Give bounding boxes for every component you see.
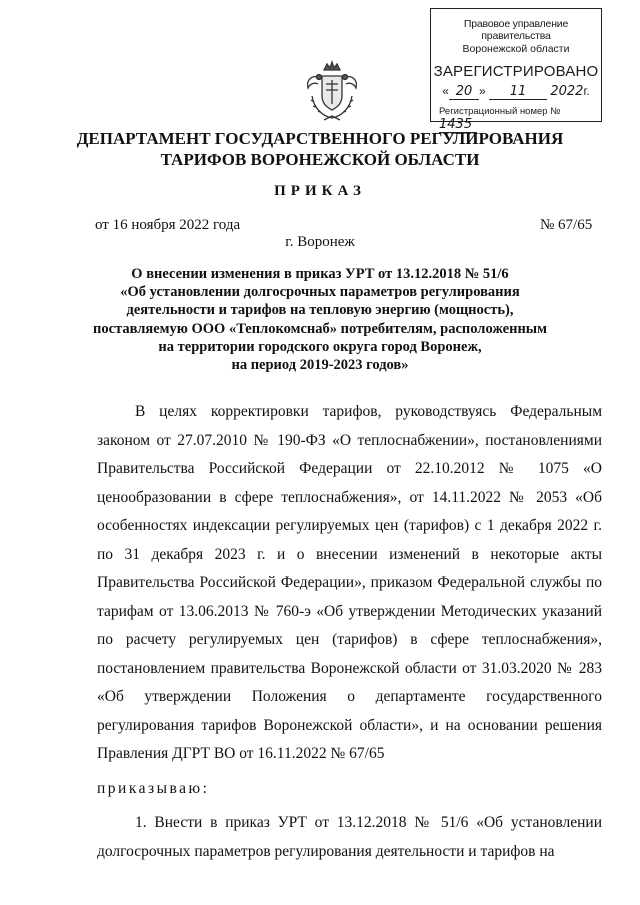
stamp-authority-line2: Воронежской области (462, 43, 570, 55)
order-date: от 16 ноября 2022 года (95, 217, 241, 233)
subject-line: деятельности и тарифов на тепловую энергию (мощность), (126, 302, 514, 319)
order-subject (80, 265, 560, 374)
coat-of-arms-icon (302, 60, 362, 126)
subject-line: на период 2019-2023 годов» (231, 357, 409, 374)
department-name-line1: ДЕПАРТАМЕНТ ГОСУДАРСТВЕННОГО РЕГУЛИРОВАНИЯ (76, 129, 564, 148)
stamp-authority-line1: Правовое управление правительства (463, 18, 569, 42)
stamp-year-suffix: г. (583, 84, 590, 98)
department-name-line2: ТАРИФОВ ВОРОНЕЖСКОЙ ОБЛАСТИ (160, 150, 480, 169)
stamp-registered-label: ЗАРЕГИСТРИРОВАНО (433, 63, 599, 80)
subject-line: поставляемую ООО «Теплокомснаб» потребителям, расположенным (93, 320, 547, 337)
stamp-reg-number: 1435 (439, 117, 473, 132)
preamble-paragraph: В целях корректировки тарифов, руководствуясь Федеральным законом от 27.07.2010 № 190-ФЗ «О теплоснабжении», постановлениями Правительства Российской Федерации от 22.10.2012 № 1075 «О ценообразовании в сфере теплоснабжения», от 14.11.2022 № 2053 «Об особенностях индексации регулируемых цен (тарифов) с 1 декабря 2022 г. по 31 декабря 2023 г. и о внесении изменений в некоторые акты Правительства Российской Федерации», приказом Федеральной службы по тарифам от 13.06.2013 № 760-э «Об утверждении Методических указаний по расчету регулируемых цен (тарифов) в сфере теплоснабжения», постановлением правительства Воронежской области от 31.03.2020 № 283 «Об утверждении Положения о департаменте государственного регулирования тарифов Воронежской области», и на основании решения Правления ДГРТ ВО от 16.11.2022 № 67/65 (97, 403, 602, 762)
stamp-month: 11 (509, 84, 527, 99)
order-item-1: 1. Внести в приказ УРТ от 13.12.2018 № 51/6 «Об установлении долгосрочных параметров регулирования деятельности и тарифов на (97, 814, 602, 860)
subject-line: «Об установлении долгосрочных параметров регулирования (120, 284, 520, 301)
department-name (0, 128, 640, 170)
subject-line: О внесении изменения в приказ УРТ от 13.12.2018 № 51/6 (131, 266, 509, 282)
registration-stamp (430, 8, 602, 132)
stamp-reg-number-label: Регистрационный номер № (439, 106, 561, 117)
stamp-year: 2022 (550, 84, 584, 99)
order-title: ПРИКАЗ (274, 183, 366, 199)
stamp-date: « 20 » 11 2022г. (442, 84, 590, 99)
order-city: г. Воронеж (285, 234, 355, 250)
subject-line: на территории городского округа город Воронеж, (158, 338, 482, 355)
order-number: № 67/65 (540, 217, 593, 233)
stamp-day: 20 (455, 84, 473, 99)
order-body (97, 398, 602, 866)
decree-word: приказываю: (97, 779, 210, 797)
